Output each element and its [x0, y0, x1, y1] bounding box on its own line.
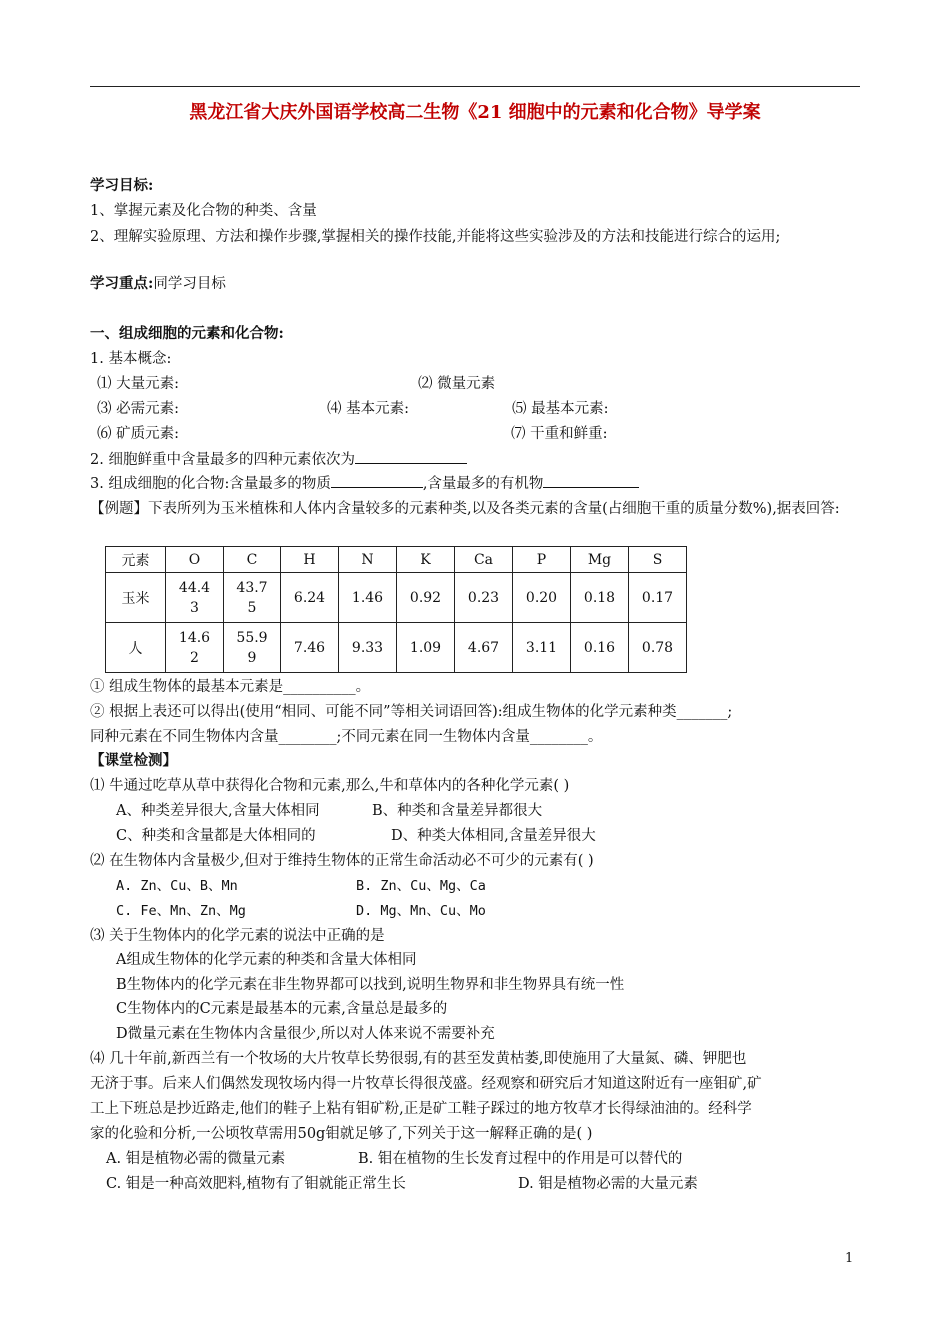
- table-cell: 7.46: [281, 623, 339, 673]
- check-question-4-line-1: ⑷ 几十年前,新西兰有一个牧场的大片牧草长势很弱,有的甚至发黄枯萎,即使施用了大量氮、磷、钾肥也: [90, 1051, 747, 1067]
- concept-2: ⑵ 微量元素: [418, 376, 496, 392]
- concept-6: ⑹ 矿质元素:: [97, 426, 179, 442]
- table-header-cell: Mg: [571, 547, 629, 573]
- answer-line-2: ② 根据上表还可以得出(使用“相同、可能不同”等相关词语回答):组成生物体的化学元素种类_______;: [90, 704, 733, 720]
- table-header-cell: O: [166, 547, 224, 573]
- option-4b: B. 钼在植物的生长发育过程中的作用是可以替代的: [358, 1151, 683, 1167]
- section-heading: 一、组成细胞的元素和化合物:: [90, 325, 284, 342]
- focus-line: [90, 274, 226, 294]
- table-cell: 0.18: [571, 573, 629, 623]
- table-cell: 55.9 9: [224, 623, 281, 673]
- option-1a: A、种类差异很大,含量大体相同: [116, 803, 320, 819]
- table-cell: 0.17: [629, 573, 687, 623]
- table-header-cell: K: [397, 547, 455, 573]
- check-question-4-line-2: 无济于事。后来人们偶然发现牧场内得一片牧草长得很茂盛。经观察和研究后才知道这附近有一座钼矿,矿: [90, 1076, 762, 1092]
- goal-1: 1、掌握元素及化合物的种类、含量: [90, 203, 317, 219]
- option-2b: B. Zn、Cu、Mg、Ca: [356, 878, 486, 894]
- table-cell: 14.6 2: [166, 623, 224, 673]
- table-header-cell: 元素: [106, 547, 166, 573]
- table-header-cell: N: [339, 547, 397, 573]
- option-2d: D. Mg、Mn、Cu、Mo: [356, 903, 486, 919]
- option-3b: B生物体内的化学元素在非生物界都可以找到,说明生物界和非生物界具有统一性: [116, 977, 625, 993]
- option-3a: A组成生物体的化学元素的种类和含量大体相同: [116, 952, 417, 968]
- table-header-row: [106, 547, 687, 573]
- focus-text: 同学习目标: [153, 276, 226, 292]
- check-question-4-line-4: 家的化验和分析,一公顷牧草需用50g钼就足够了,下列关于这一解释正确的是( ): [90, 1126, 593, 1142]
- concept-5: ⑸ 最基本元素:: [512, 401, 609, 417]
- header-rule: [90, 86, 860, 87]
- table-header-cell: P: [513, 547, 571, 573]
- option-3c: C生物体内的C元素是最基本的元素,含量总是最多的: [116, 1001, 448, 1017]
- table-cell: 3.11: [513, 623, 571, 673]
- element-table: [105, 546, 687, 673]
- row-label: 玉米: [106, 573, 166, 623]
- check-question-4-line-3: 工上下班总是抄近路走,他们的鞋子上粘有钼矿粉,正是矿工鞋子踩过的地方牧草才长得绿油油的。经科学: [90, 1101, 752, 1117]
- table-row: [106, 573, 687, 623]
- option-3d: D微量元素在生物体内含量很少,所以对人体来说不需要补充: [116, 1026, 495, 1042]
- table-cell: 0.16: [571, 623, 629, 673]
- table-cell: 0.23: [455, 573, 513, 623]
- answer-line-3: 同种元素在不同生物体内含量________;不同元素在同一生物体内含量________。: [90, 729, 603, 745]
- table-cell: 4.67: [455, 623, 513, 673]
- option-1c: C、种类和含量都是大体相同的: [116, 828, 316, 844]
- check-question-1: ⑴ 牛通过吃草从草中获得化合物和元素,那么,牛和草体内的各种化学元素( ): [90, 778, 570, 794]
- table-cell: 6.24: [281, 573, 339, 623]
- check-question-3: ⑶ 关于生物体内的化学元素的说法中正确的是: [90, 928, 385, 944]
- option-4c: C. 钼是一种高效肥料,植物有了钼就能正常生长: [106, 1176, 406, 1192]
- page-title: 黑龙江省大庆外国语学校高二生物《21 细胞中的元素和化合物》导学案: [189, 102, 761, 123]
- answer-line-1: ① 组成生物体的最基本元素是__________。: [90, 679, 371, 695]
- concept-3: ⑶ 必需元素:: [97, 401, 179, 417]
- check-heading: 【课堂检测】: [90, 752, 177, 769]
- table-cell: 1.09: [397, 623, 455, 673]
- table-header-cell: S: [629, 547, 687, 573]
- question-3-text-a: 3. 组成细胞的化合物:含量最多的物质: [90, 476, 331, 492]
- option-2a: A. Zn、Cu、B、Mn: [116, 878, 238, 894]
- goals-label: 学习目标:: [90, 177, 154, 194]
- table-header-cell: C: [224, 547, 281, 573]
- page-number: 1: [845, 1251, 854, 1266]
- option-4d: D. 钼是植物必需的大量元素: [518, 1176, 698, 1192]
- answer-blank: [355, 449, 467, 464]
- table-cell: 0.78: [629, 623, 687, 673]
- table-header-cell: H: [281, 547, 339, 573]
- table-cell: 43.7 5: [224, 573, 281, 623]
- option-2c: C. Fe、Mn、Zn、Mg: [116, 903, 246, 919]
- table-row: [106, 623, 687, 673]
- option-4a: A. 钼是植物必需的微量元素: [106, 1151, 286, 1167]
- table-cell: 1.46: [339, 573, 397, 623]
- example-intro: 【例题】下表所列为玉米植株和人体内含量较多的元素种类,以及各类元素的含量(占细胞干重的质量分数%),据表回答:: [90, 501, 840, 517]
- question-3: [90, 473, 639, 494]
- goal-2: 2、理解实验原理、方法和操作步骤,掌握相关的操作技能,并能将这些实验涉及的方法和技能进行综合的运用;: [90, 229, 781, 245]
- option-1b: B、种类和含量差异都很大: [372, 803, 543, 819]
- concept-4: ⑷ 基本元素:: [327, 401, 409, 417]
- question-2-text: 2. 细胞鲜重中含量最多的四种元素依次为: [90, 452, 355, 468]
- question-2: [90, 449, 467, 470]
- table-cell: 44.4 3: [166, 573, 224, 623]
- check-question-2: ⑵ 在生物体内含量极少,但对于维持生物体的正常生命活动必不可少的元素有( ): [90, 853, 594, 869]
- answer-blank: [543, 473, 639, 488]
- question-3-text-b: ,含量最多的有机物: [422, 476, 544, 492]
- table-cell: 9.33: [339, 623, 397, 673]
- answer-blank: [331, 473, 423, 488]
- table-cell: 0.92: [397, 573, 455, 623]
- row-label: 人: [106, 623, 166, 673]
- table-cell: 0.20: [513, 573, 571, 623]
- concept-7: ⑺ 干重和鲜重:: [511, 426, 608, 442]
- concepts-heading: 1. 基本概念:: [90, 351, 172, 367]
- focus-label: 学习重点:: [90, 275, 154, 292]
- concept-1: ⑴ 大量元素:: [97, 376, 179, 392]
- table-header-cell: Ca: [455, 547, 513, 573]
- option-1d: D、种类大体相同,含量差异很大: [391, 828, 596, 844]
